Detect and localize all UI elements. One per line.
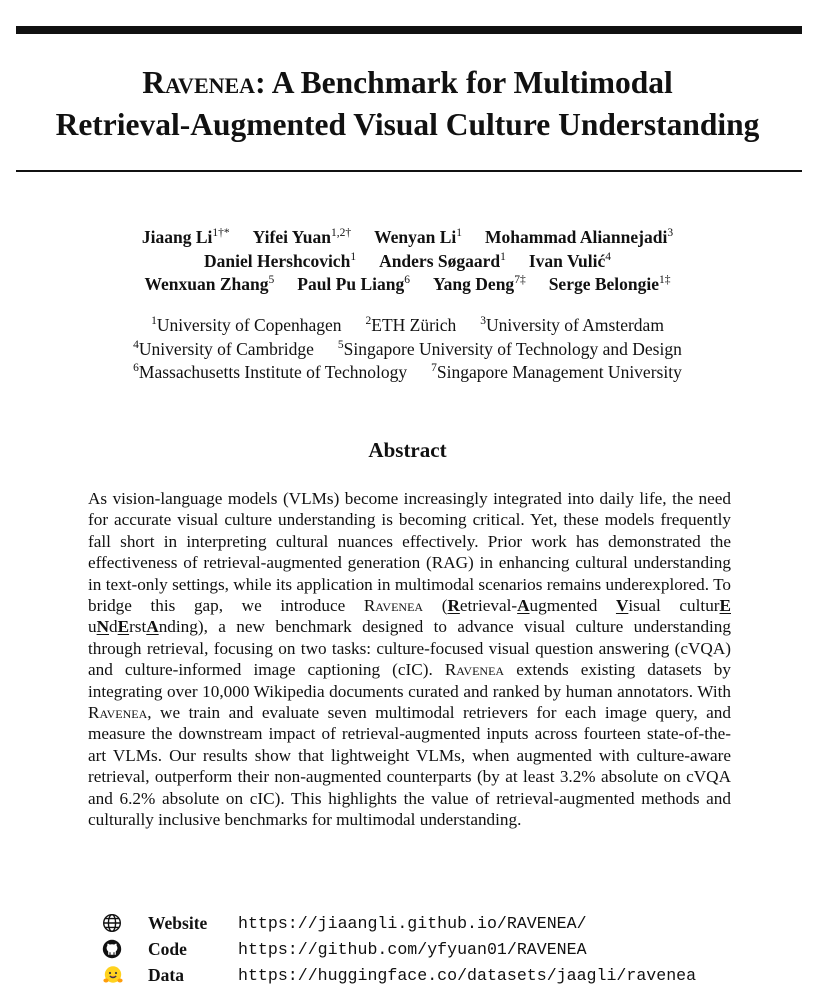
resource-links (102, 910, 802, 988)
benchmark-name: Ravenea (88, 703, 148, 723)
author-affil-marker: 4 (605, 250, 611, 263)
author-name: Paul Pu Liang (297, 274, 405, 294)
abstract-text: , we train and evaluate seven multimodal retrievers for each image query, and measure the downstream impact of retrieval-augmented inputs across fourteen state-of-the-art VLMs. Our results show that lightweight VLMs, when augmented with culture-aware retrieval, outperform their non-augmented counterparts (by at least 3.2% absolute on cVQA and 6.2% absolute on cIC). This highlights the value of retrieval-augmented methods and culturally inclusive benchmarks for multimodal understanding. (88, 703, 731, 830)
author-list (0, 226, 815, 297)
website-url-link[interactable]: https://jiaangli.github.io/RAVENEA/ (238, 913, 587, 933)
abstract-heading: Abstract (368, 438, 447, 462)
acronym-letter: E (719, 596, 731, 616)
author-name: Wenyan Li (374, 227, 457, 247)
affiliation-row (0, 338, 815, 362)
affiliation (133, 361, 407, 385)
huggingface-icon (102, 964, 128, 986)
author-row (0, 226, 815, 250)
link-label: Data (148, 964, 184, 985)
author-name: Serge Belongie (548, 274, 660, 294)
author (433, 273, 526, 297)
affiliation (338, 338, 682, 362)
author-name: Yifei Yuan (252, 227, 331, 247)
acronym-text: d (109, 617, 118, 637)
affiliation-number: 1 (151, 315, 157, 327)
author-row (0, 273, 815, 297)
affiliation-number: 6 (133, 362, 139, 374)
github-icon (102, 938, 128, 960)
affiliation-name: University of Copenhagen (156, 315, 342, 335)
acronym-letter: A (146, 617, 159, 637)
affiliation-number: 3 (480, 315, 487, 327)
acronym-text: rst (129, 617, 147, 637)
author-affil-marker: 1 (500, 250, 506, 263)
author-row (0, 250, 815, 274)
affiliation-row (0, 361, 815, 385)
data-link-row (102, 962, 802, 988)
affiliation (133, 338, 314, 362)
affiliation-number: 7 (431, 362, 437, 374)
author-affil-marker: 1†* (212, 227, 230, 239)
abstract-text: As vision-language models (VLMs) become increasingly integrated into daily life, the need for accurate visual culture understanding is becoming critical. Yet, these models frequently fall short in interpreting cultural nuances effectively. Prior work has demonstrated the effectiveness of retrieval-augmented generation (RAG) in enhancing cultural understanding in text-only settings, while its application in multimodal scenarios remains underexplored. To bridge this gap, we introduce (88, 489, 731, 616)
affiliation (431, 361, 682, 385)
affiliation-name: Singapore University of Technology and Design (343, 338, 682, 359)
affiliation (366, 314, 457, 338)
acronym-text: u (88, 617, 97, 637)
link-label: Code (148, 938, 187, 959)
abstract-text: , a new benchmark designed to advance visual culture understanding through retrieval, focusing on two tasks: culture-focused visual question answering (cVQA) and culture-informed image captioning (cIC). (88, 617, 731, 680)
acronym-letter: V (615, 596, 629, 616)
acronym-letter: A (517, 596, 530, 616)
author (379, 250, 506, 274)
author-name: Yang Deng (432, 274, 515, 294)
author-name: Mohammad Aliannejadi (485, 227, 668, 247)
website-link-row (102, 910, 802, 936)
paper-title (0, 62, 815, 146)
affiliation-name: Singapore Management University (436, 362, 682, 382)
author (297, 273, 410, 297)
affiliation-name: Massachusetts Institute of Technology (138, 362, 408, 382)
code-url-link[interactable]: https://github.com/yfyuan01/RAVENEA (238, 939, 587, 959)
affiliation-number: 2 (365, 315, 372, 327)
bottom-rule (16, 170, 802, 172)
author-affil-marker: 1‡ (659, 274, 671, 286)
author-affil-marker: 1,2† (330, 227, 352, 239)
author-name: Ivan Vulić (528, 250, 606, 271)
abstract-body (88, 488, 731, 831)
affiliation-number: 5 (337, 338, 344, 351)
affiliation-name: University of Cambridge (138, 338, 314, 359)
author-affil-marker: 5 (268, 274, 275, 286)
benchmark-name: Ravenea (363, 596, 424, 616)
author-affil-marker: 7‡ (514, 274, 526, 286)
globe-icon (102, 912, 128, 934)
author (485, 226, 673, 250)
author-name: Jiaang Li (141, 227, 213, 247)
acronym-text: ugmented (529, 596, 616, 616)
author-name: Anders Søgaard (379, 250, 501, 271)
author-affil-marker: 6 (404, 274, 410, 286)
acronym-letter: R (447, 596, 460, 616)
affiliation (480, 314, 664, 338)
acronym-text: etrieval- (459, 596, 518, 616)
affiliation-name: ETH Zürich (371, 315, 457, 335)
author (374, 226, 462, 250)
author-affil-marker: 1 (350, 250, 357, 263)
acronym-text: nding) (158, 617, 204, 637)
author (142, 226, 230, 250)
acronym-text: isual cultur (628, 596, 720, 616)
author-name: Wenxuan Zhang (144, 274, 269, 294)
data-url-link[interactable]: https://huggingface.co/datasets/jaagli/ravenea (238, 965, 697, 985)
affiliation (151, 314, 341, 338)
author (529, 250, 611, 274)
acronym-text: ( (441, 596, 448, 616)
title-line1: : A Benchmark for Multimodal (255, 65, 673, 100)
abstract-text: extends existing datasets by integrating over 10,000 Wikipedia documents curated and ranked by human annotators. With (88, 660, 731, 701)
top-rule (16, 26, 802, 34)
affiliation-number: 4 (133, 338, 139, 351)
affiliation-name: University of Amsterdam (486, 315, 664, 335)
author (204, 250, 356, 274)
acronym-letter: N (96, 617, 110, 637)
code-link-row (102, 936, 802, 962)
title-line2: Retrieval-Augmented Visual Culture Understanding (55, 107, 760, 142)
affiliation-row (0, 314, 815, 338)
link-label: Website (148, 912, 208, 933)
author (144, 273, 274, 297)
benchmark-name: Ravenea (142, 65, 256, 100)
benchmark-name: Ravenea (444, 660, 505, 680)
author-name: Daniel Hershcovich (204, 250, 351, 271)
affiliation-list (0, 314, 815, 385)
acronym-letter: E (117, 617, 130, 637)
author (549, 273, 671, 297)
author (253, 226, 351, 250)
author-affil-marker: 1 (456, 227, 463, 239)
author-affil-marker: 3 (667, 227, 674, 239)
